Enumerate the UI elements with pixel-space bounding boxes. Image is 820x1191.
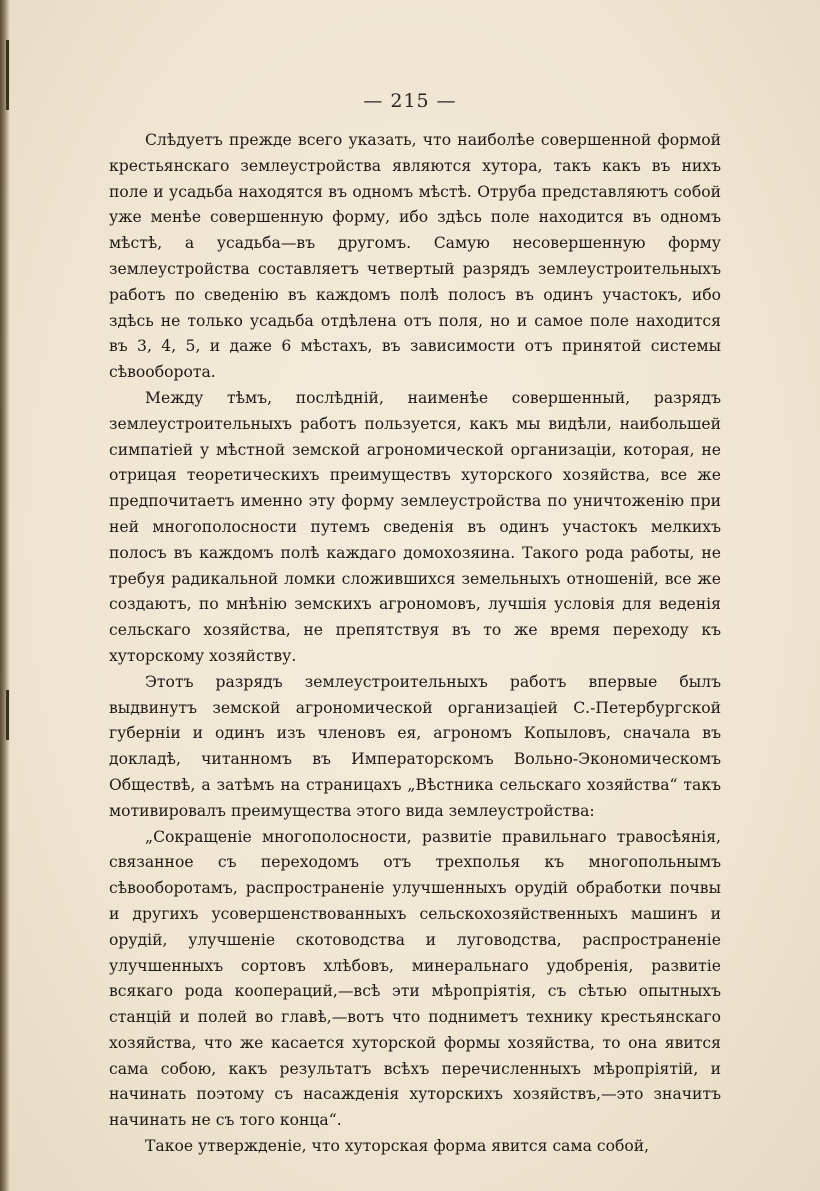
paragraph: Слѣдуетъ прежде всего указать, что наиболѣе совершенной формой крестьянскаго землеустройства являются хутора, такъ какъ въ нихъ поле и усадьба находятся въ одномъ мѣстѣ. Отруба представляютъ собой уже менѣе совершенную форму, ибо здѣсь поле находится въ одномъ мѣстѣ, а усадьба—въ другомъ. Самую несовершенную форму землеустройства составляетъ четвертый разрядъ землеустроительныхъ работъ по сведенію въ каждомъ полѣ полосъ въ одинъ участокъ, ибо здѣсь не только усадьба отдѣлена отъ поля, но и самое поле находится въ 3, 4, 5, и даже 6 мѣстахъ, въ зависимости отъ принятой системы сѣвооборота. — [109, 131, 721, 382]
paragraph: „Сокращеніе многополосности, развитіе правильнаго травосѣянія, связанное съ переходомъ отъ трехполья къ многопольнымъ сѣвооборотамъ, распространеніе улучшенныхъ орудій обработки почвы и другихъ усовершенствованныхъ сельскохозяйственныхъ машинъ и орудій, улучшеніе скотоводства и луговодства, распространеніе улучшенныхъ сортовъ хлѣбовъ, минеральнаго удобренія, развитіе всякаго рода коопераций,—всѣ эти мѣропріятія, съ сѣтью опытныхъ станцій и полей во главѣ,—вотъ что подниметъ технику крестьянскаго хозяйства, что же касается хуторской формы хозяйства, то она явится сама собою, какъ результатъ всѣхъ перечисленныхъ мѣропріятій, и начинать поэтому съ насажденія хуторскихъ хозяйствъ,—это значитъ начинать не съ того конца“. — [109, 827, 721, 1130]
paragraph: Этотъ разрядъ землеустроительныхъ работъ впервые былъ выдвинутъ земской агрономической организаціей С.-Петербургской губерніи и одинъ изъ членовъ ея, агрономъ Копыловъ, сначала въ докладѣ, читанномъ въ Императорскомъ Вольно-Экономическомъ Обществѣ, а затѣмъ на страницахъ „Вѣстника сельскаго хозяйства“ такъ мотивировалъ преимущества этого вида землеустройства: — [109, 672, 721, 820]
paragraph: Между тѣмъ, послѣдній, наименѣе совершенный, разрядъ землеустроительныхъ работъ пользуется, какъ мы видѣли, наибольшей симпатіей у мѣстной земской агрономической организаціи, которая, не отрицая теоретическихъ преимуществъ хуторского хозяйства, все же предпочитаетъ именно эту форму землеустройства по уничтоженію при ней многополосности путемъ сведенія въ одинъ участокъ мелкихъ полосъ въ каждомъ полѣ каждаго домохозяина. Такого рода работы, не требуя радикальной ломки сложившихся земельныхъ отношеній, все же создаютъ, по мнѣнію земскихъ агрономовъ, лучшія условія для веденія сельскаго хозяйства, не препятствуя въ то же время переходу къ хуторскому хозяйству. — [109, 388, 721, 665]
binding-edge — [0, 0, 10, 1191]
binding-mark — [6, 690, 9, 740]
page-number: — 215 — — [363, 90, 457, 112]
body-text — [109, 128, 721, 1160]
paragraph: Такое утвержденіе, что хуторская форма явится сама собой, — [145, 1137, 650, 1156]
